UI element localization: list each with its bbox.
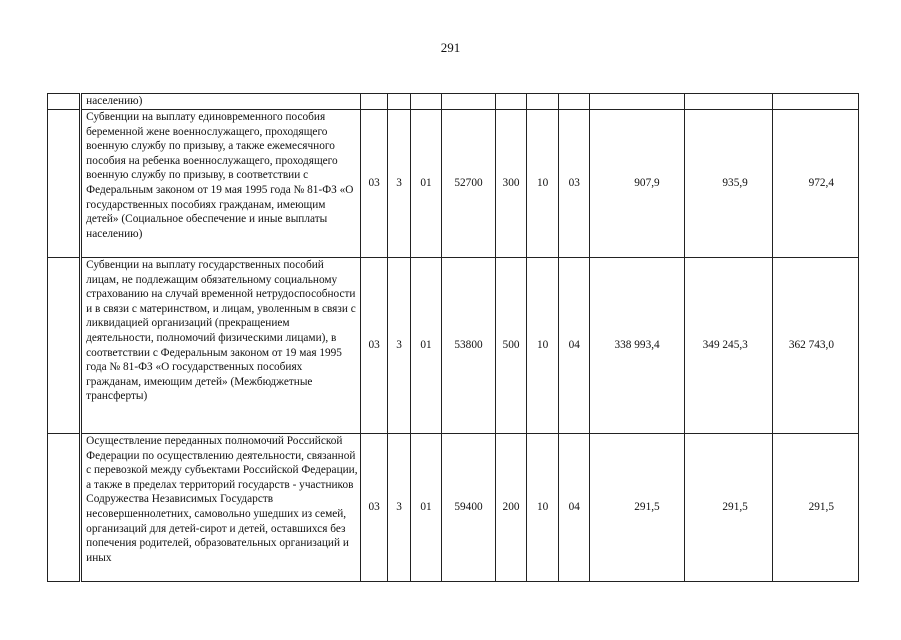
table-row — [48, 94, 859, 110]
code-cell-3 — [410, 94, 441, 110]
code-cell-1: 03 — [361, 110, 388, 258]
row-number-cell — [48, 94, 81, 110]
code-cell-7: 03 — [559, 110, 590, 258]
code-cell-2 — [388, 94, 411, 110]
code-cell-6 — [527, 94, 559, 110]
amount-year-3 — [772, 94, 858, 110]
row-number-cell — [48, 434, 81, 582]
table-row — [48, 434, 859, 582]
code-cell-4: 53800 — [442, 258, 496, 434]
code-cell-3: 01 — [410, 110, 441, 258]
amount-year-1: 907,9 — [590, 110, 684, 258]
amount-year-3: 972,4 — [772, 110, 858, 258]
code-cell-3: 01 — [410, 258, 441, 434]
code-cell-6: 10 — [527, 434, 559, 582]
table-row — [48, 110, 859, 258]
table-row — [48, 258, 859, 434]
code-cell-7: 04 — [559, 434, 590, 582]
code-cell-5: 300 — [495, 110, 526, 258]
description-cell: Субвенции на выплату государственных пособий лицам, не подлежащим обязательному социальному страхованию на случай временной нетрудоспособности и в связи с материнством, и лицам, уволенным в связи с ликвидацией организаций (прекращением деятельности, полномочий физическими лицами), в соответствии с Федеральным законом от 19 мая 1995 года № 81-ФЗ «О государственных пособиях гражданам, имеющим детей» (Межбюджетные трансферты) — [81, 258, 361, 434]
amount-year-3: 362 743,0 — [772, 258, 858, 434]
amount-year-2: 291,5 — [684, 434, 772, 582]
amount-year-2: 935,9 — [684, 110, 772, 258]
budget-table — [47, 93, 859, 582]
code-cell-2: 3 — [388, 258, 411, 434]
amount-year-3: 291,5 — [772, 434, 858, 582]
amount-year-1 — [590, 94, 684, 110]
code-cell-5 — [495, 94, 526, 110]
code-cell-7: 04 — [559, 258, 590, 434]
code-cell-1: 03 — [361, 434, 388, 582]
code-cell-6: 10 — [527, 258, 559, 434]
code-cell-6: 10 — [527, 110, 559, 258]
amount-year-2 — [684, 94, 772, 110]
code-cell-5: 200 — [495, 434, 526, 582]
code-cell-4 — [442, 94, 496, 110]
row-number-cell — [48, 258, 81, 434]
amount-year-1: 338 993,4 — [590, 258, 684, 434]
code-cell-2: 3 — [388, 434, 411, 582]
code-cell-2: 3 — [388, 110, 411, 258]
page-number: 291 — [440, 40, 461, 55]
row-number-cell — [48, 110, 81, 258]
code-cell-1: 03 — [361, 258, 388, 434]
code-cell-4: 52700 — [442, 110, 496, 258]
description-cell: населению) — [81, 94, 361, 110]
description-cell: Осуществление переданных полномочий Российской Федерации по осуществлению деятельности, связанной с перевозкой между субъектами Российской Федерации, а также в пределах территорий государств - участников Содружества Независимых Государств несовершеннолетних, самовольно ушедших из семей, организаций для детей-сирот и детей, оставшихся без попечения родителей, образовательных организаций и иных — [81, 434, 361, 582]
amount-year-2: 349 245,3 — [684, 258, 772, 434]
code-cell-4: 59400 — [442, 434, 496, 582]
code-cell-3: 01 — [410, 434, 441, 582]
amount-year-1: 291,5 — [590, 434, 684, 582]
code-cell-1 — [361, 94, 388, 110]
code-cell-7 — [559, 94, 590, 110]
description-cell: Субвенции на выплату единовременного пособия беременной жене военнослужащего, проходящего военную службу по призыву, а также ежемесячного пособия на ребенка военнослужащего, проходящего военную службу по призыву, в соответствии с Федеральным законом от 19 мая 1995 года № 81-ФЗ «О государственных пособиях гражданам, имеющим детей» (Социальное обеспечение и иные выплаты населению) — [81, 110, 361, 258]
code-cell-5: 500 — [495, 258, 526, 434]
